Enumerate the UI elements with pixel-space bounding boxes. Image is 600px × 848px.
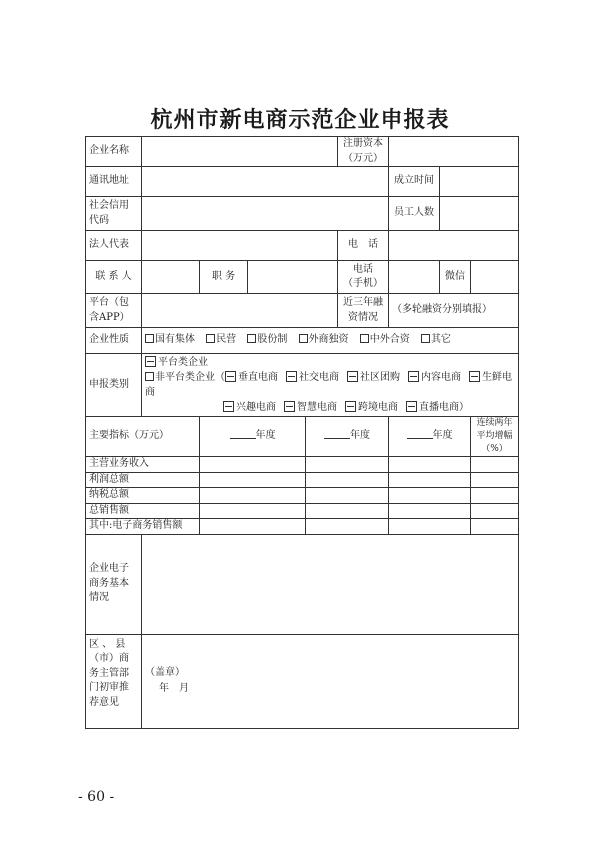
- checkbox-icon: [406, 401, 417, 412]
- nature-option-state[interactable]: 国有集体: [145, 334, 195, 345]
- application-form-table: [85, 136, 519, 729]
- year-2-blank: [324, 429, 350, 439]
- category-content[interactable]: 内容电商: [408, 372, 461, 383]
- legal-rep-label: 法人代表: [86, 231, 142, 261]
- checkbox-icon: [225, 371, 236, 382]
- indicators-label: 主要指标（万元）: [86, 417, 200, 457]
- seal-text: （盖章）: [145, 667, 185, 679]
- company-name-field[interactable]: [142, 137, 338, 167]
- indicator-cell[interactable]: [389, 519, 471, 535]
- review-label: 区 、 县（市）商务主管部门初审推荐意见: [86, 634, 142, 728]
- ec-basic-field[interactable]: [142, 534, 519, 634]
- nature-options: [142, 328, 519, 354]
- indicator-cell[interactable]: [200, 488, 306, 504]
- review-field[interactable]: [142, 634, 519, 728]
- indicator-cell[interactable]: [306, 472, 389, 488]
- financing-label: 近三年融资情况: [338, 294, 389, 328]
- indicator-label: 利润总额: [86, 472, 200, 488]
- year-2-header[interactable]: 年度: [306, 417, 389, 457]
- indicator-label: 总销售额: [86, 503, 200, 519]
- nature-option-private[interactable]: 民营: [206, 334, 236, 345]
- indicator-cell[interactable]: [471, 488, 519, 504]
- registered-capital-label: 注册资本 （万元）: [338, 137, 389, 167]
- checkbox-icon: [145, 334, 154, 343]
- category-live[interactable]: 直播电商: [406, 402, 459, 413]
- form-title: 杭州市新电商示范企业申报表: [150, 107, 450, 133]
- wechat-label: 微信: [440, 261, 471, 294]
- category-smart[interactable]: 智慧电商: [284, 402, 337, 413]
- indicator-label: 纳税总额: [86, 488, 200, 504]
- company-name-label: 企业名称: [86, 137, 142, 167]
- nature-option-joint-venture[interactable]: 中外合资: [360, 334, 410, 345]
- checkbox-icon: [360, 334, 369, 343]
- legal-rep-field[interactable]: [142, 231, 338, 261]
- indicator-cell[interactable]: [389, 457, 471, 473]
- table-row: [86, 488, 519, 504]
- checkbox-icon: [408, 371, 419, 382]
- employees-label: 员工人数: [389, 197, 440, 231]
- indicator-cell[interactable]: [306, 503, 389, 519]
- founded-field[interactable]: [440, 167, 519, 197]
- checkbox-icon: [286, 371, 297, 382]
- indicator-cell[interactable]: [471, 457, 519, 473]
- category-community[interactable]: 社区团购: [347, 372, 400, 383]
- year-3-header[interactable]: 年度: [389, 417, 471, 457]
- nature-label: 企业性质: [86, 328, 142, 354]
- nature-option-other[interactable]: 其它: [421, 334, 451, 345]
- nature-option-foreign[interactable]: 外商独资: [299, 334, 349, 345]
- table-row: [86, 472, 519, 488]
- contact-field[interactable]: [142, 261, 200, 294]
- position-label: 职 务: [200, 261, 248, 294]
- mobile-field[interactable]: [389, 261, 440, 294]
- indicator-label: 主营业务收入: [86, 457, 200, 473]
- registered-capital-field[interactable]: [389, 137, 519, 167]
- address-label: 通讯地址: [86, 167, 142, 197]
- address-field[interactable]: [142, 167, 389, 197]
- indicator-cell[interactable]: [200, 503, 306, 519]
- category-social[interactable]: 社交电商: [286, 372, 339, 383]
- indicator-cell[interactable]: [471, 503, 519, 519]
- indicator-label: 其中:电子商务销售额: [86, 519, 200, 535]
- credit-code-label: 社会信用代码: [86, 197, 142, 231]
- credit-code-field[interactable]: [142, 197, 389, 231]
- page-number: - 60 -: [78, 789, 115, 805]
- checkbox-icon: [469, 371, 480, 382]
- indicator-cell[interactable]: [200, 457, 306, 473]
- financing-note[interactable]: （多轮融资分别填报）: [389, 294, 519, 328]
- indicator-cell[interactable]: [471, 519, 519, 535]
- ec-basic-label: 企业电子商务基本情况: [86, 534, 142, 634]
- category-vertical[interactable]: 垂直电商: [225, 372, 278, 383]
- founded-label: 成立时间: [389, 167, 440, 197]
- indicator-cell[interactable]: [471, 472, 519, 488]
- checkbox-icon: [299, 334, 308, 343]
- category-interest[interactable]: 兴趣电商: [223, 402, 276, 413]
- indicator-cell[interactable]: [200, 519, 306, 535]
- table-row: [86, 503, 519, 519]
- phone-field[interactable]: [389, 231, 519, 261]
- platform-field[interactable]: [142, 294, 338, 328]
- position-field[interactable]: [248, 261, 338, 294]
- employees-field[interactable]: [440, 197, 519, 231]
- table-row: [86, 457, 519, 473]
- checkbox-icon: [421, 334, 430, 343]
- indicator-cell[interactable]: [389, 488, 471, 504]
- checkbox-icon: [223, 401, 234, 412]
- indicator-cell[interactable]: [306, 488, 389, 504]
- mobile-label: 电话 （手机）: [338, 261, 389, 294]
- category-non-platform[interactable]: 非平台类企业: [145, 372, 215, 383]
- year-1-header[interactable]: 年度: [200, 417, 306, 457]
- checkbox-icon: [206, 334, 215, 343]
- category-options: 平台类企业 非平台类企业（ 垂直电商 社交电商 社区团购 内容电商 生鲜电商 兴趣电商 智慧电商 跨境电商 直播电商）: [142, 354, 519, 417]
- seal-date: 年 月: [159, 683, 189, 695]
- platform-label: 平台（包含APP）: [86, 294, 142, 328]
- contact-label: 联 系 人: [86, 261, 142, 294]
- checkbox-icon: [247, 334, 256, 343]
- checkbox-icon: [145, 372, 154, 381]
- indicator-cell[interactable]: [306, 457, 389, 473]
- checkbox-icon: [284, 401, 295, 412]
- growth-header: 连续两年 平均增幅（%）: [471, 417, 519, 457]
- wechat-field[interactable]: [471, 261, 519, 294]
- phone-label: 电 话: [338, 231, 389, 261]
- category-cross-border[interactable]: 跨境电商: [345, 402, 398, 413]
- checkbox-icon: [347, 371, 358, 382]
- category-platform[interactable]: 平台类企业: [145, 357, 208, 368]
- category-fresh[interactable]: 生鲜电商: [145, 372, 512, 398]
- indicator-cell[interactable]: [389, 472, 471, 488]
- indicator-cell[interactable]: [200, 472, 306, 488]
- nature-option-joint-stock[interactable]: 股份制: [247, 334, 287, 345]
- year-3-blank: [407, 429, 433, 439]
- checkbox-icon: [145, 356, 156, 367]
- checkbox-icon: [345, 401, 356, 412]
- indicator-cell[interactable]: [306, 519, 389, 535]
- category-label: 申报类别: [86, 354, 142, 417]
- indicator-cell[interactable]: [389, 503, 471, 519]
- year-1-blank: [230, 429, 256, 439]
- table-row: [86, 519, 519, 535]
